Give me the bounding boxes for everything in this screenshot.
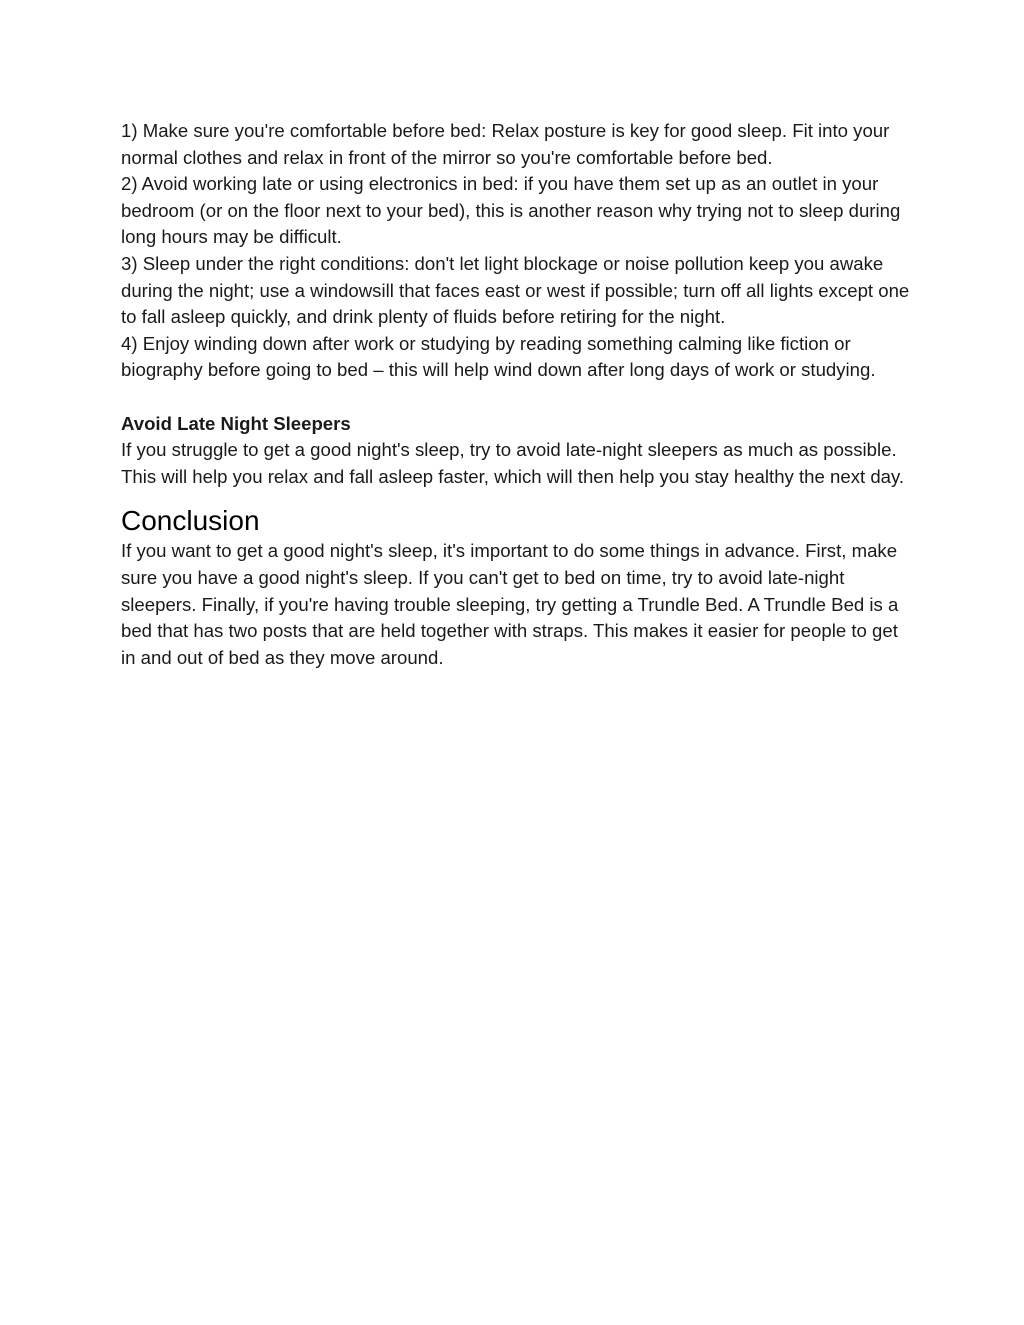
paragraph-spacer — [121, 384, 911, 411]
conclusion-heading: Conclusion — [121, 505, 260, 537]
conclusion-section — [121, 504, 911, 671]
conclusion-body: If you want to get a good night's sleep, it's important to do some things in advance. First, make sure you have a good night's sleep. If you can't get to bed on time, try to avoid late-night sleepers. Finally, if you're having trouble sleeping, try getting a Trundle Bed. A Trundle Bed is a bed that has two posts that are held together with straps. This makes it easier for people to get in and out of bed as they move around. — [121, 540, 899, 668]
section-body: If you struggle to get a good night's sleep, try to avoid late-night sleepers as much as possible. This will help you relax and fall asleep faster, which will then help you stay healthy the next day. — [121, 439, 905, 487]
tip-item: 3) Sleep under the right conditions: don't let light blockage or noise pollution keep you awake during the night; use a windowsill that faces east or west if possible; turn off all lights except one to fall asleep quickly, and drink plenty of fluids before retiring for the night. — [121, 252, 910, 328]
tip-item: 2) Avoid working late or using electronics in bed: if you have them set up as an outlet in your bedroom (or on the floor next to your bed), this is another reason why trying not to sleep during long hours may be difficult. — [121, 173, 901, 248]
tips-list — [121, 118, 911, 384]
avoid-late-night-section — [121, 411, 911, 491]
tip-item: 1) Make sure you're comfortable before bed: Relax posture is key for good sleep. Fit into your normal clothes and relax in front of the mirror so you're comfortable before bed. — [121, 120, 890, 168]
document-page — [121, 118, 911, 671]
section-heading: Avoid Late Night Sleepers — [121, 412, 351, 434]
tip-item: 4) Enjoy winding down after work or studying by reading something calming like fiction or biography before going to bed – this will help wind down after long days of work or studying. — [121, 332, 876, 381]
